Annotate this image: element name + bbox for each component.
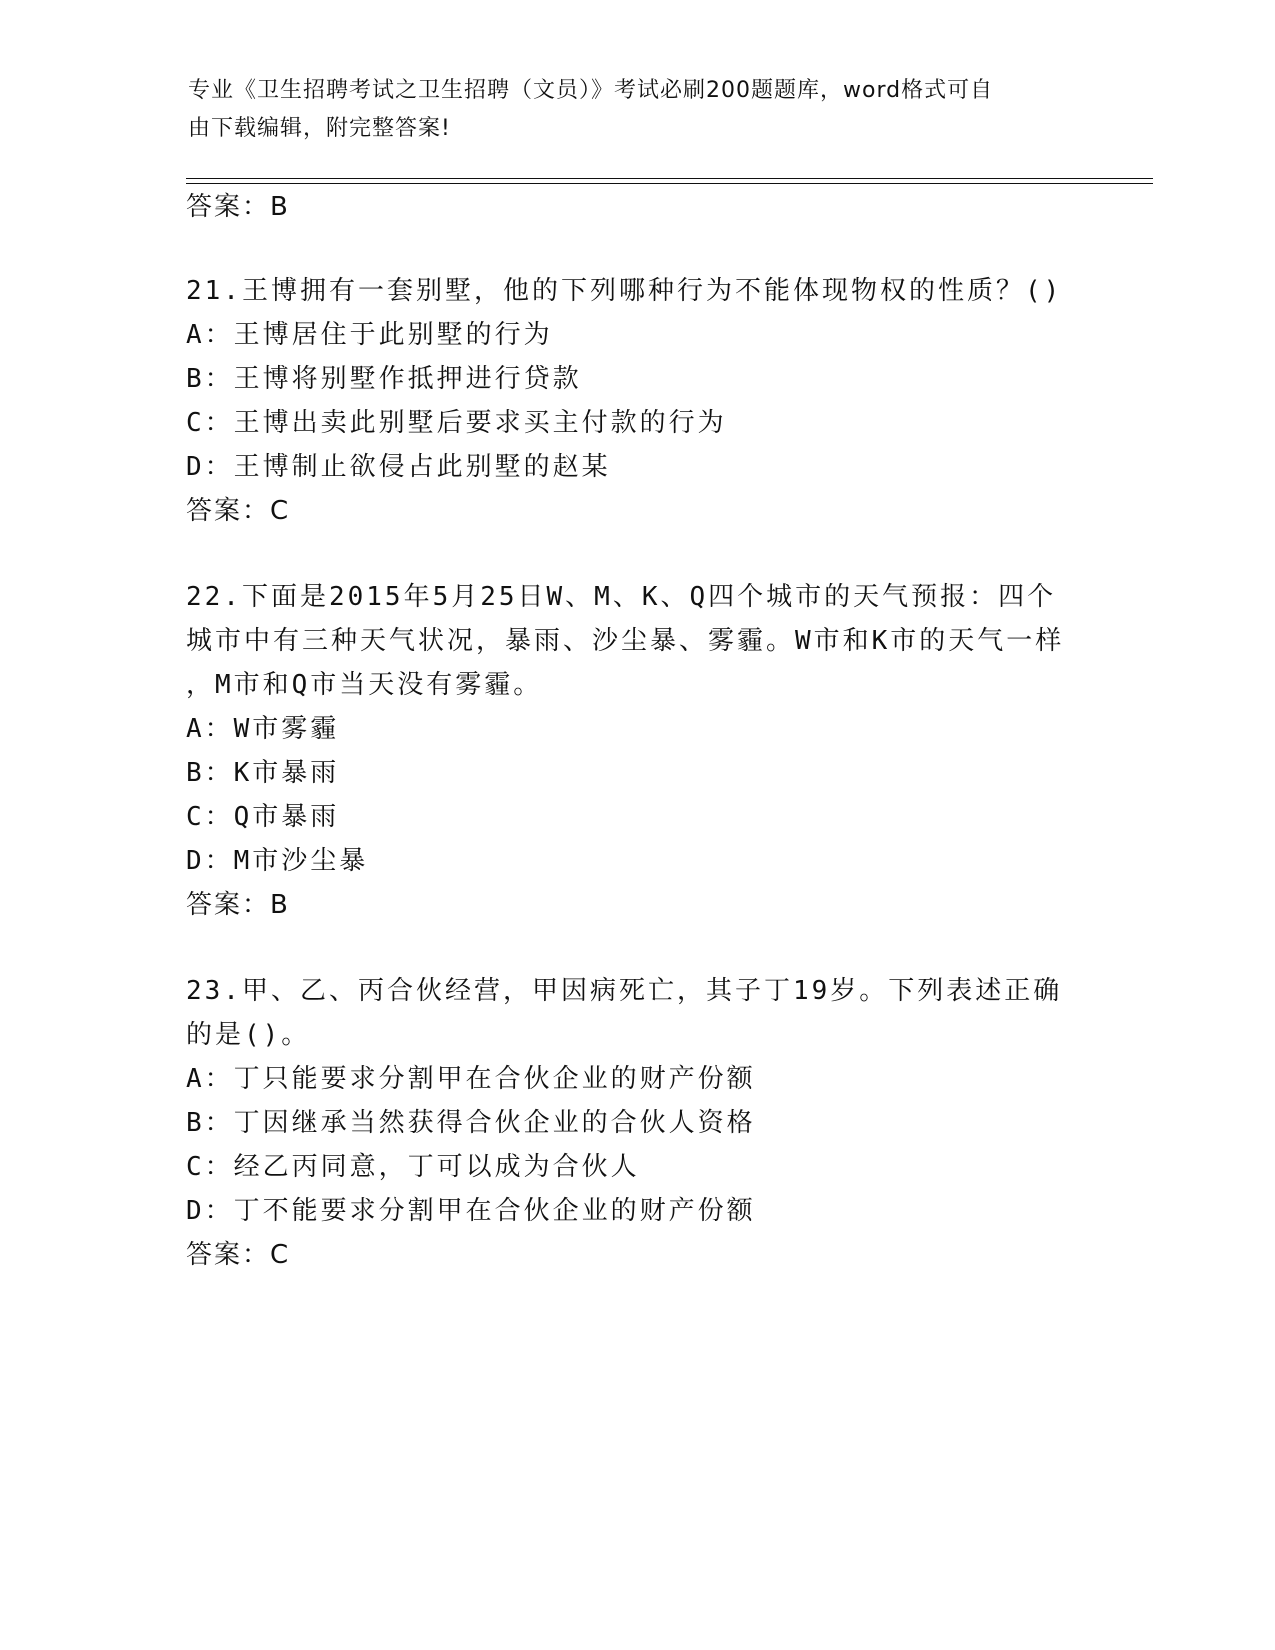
question-22-stem-line-3: ，M市和Q市当天没有雾霾。 bbox=[186, 670, 543, 700]
question-21-option-c: C：王博出卖此别墅后要求买主付款的行为 bbox=[186, 408, 727, 438]
question-23-option-c: C：经乙丙同意，丁可以成为合伙人 bbox=[186, 1152, 640, 1182]
document-header bbox=[188, 72, 1068, 148]
question-23-stem-line-1: 23.甲、乙、丙合伙经营，甲因病死亡，其子丁19岁。下列表述正确 bbox=[186, 976, 1063, 1006]
question-21-option-a: A：王博居住于此别墅的行为 bbox=[186, 320, 553, 350]
question-21-option-d: D：王博制止欲侵占此别墅的赵某 bbox=[186, 452, 611, 482]
question-22-option-d: D：M市沙尘暴 bbox=[186, 846, 369, 876]
question-23-answer: 答案：C bbox=[186, 1240, 291, 1270]
question-21-answer: 答案：C bbox=[186, 496, 291, 526]
question-22-option-a: A：W市雾霾 bbox=[186, 714, 340, 744]
question-22-option-c: C：Q市暴雨 bbox=[186, 802, 340, 832]
question-23-option-d: D：丁不能要求分割甲在合伙企业的财产份额 bbox=[186, 1196, 756, 1226]
question-23-stem-line-2: 的是()。 bbox=[186, 1020, 311, 1050]
question-22-option-b: B：K市暴雨 bbox=[186, 758, 340, 788]
question-22-stem-line-2: 城市中有三种天气状况，暴雨、沙尘暴、雾霾。W市和K市的天气一样 bbox=[186, 626, 1065, 656]
header-divider-top bbox=[186, 178, 1153, 179]
question-22-answer: 答案：B bbox=[186, 890, 290, 920]
question-21-option-b: B：王博将别墅作抵押进行贷款 bbox=[186, 364, 582, 394]
header-line-1: 专业《卫生招聘考试之卫生招聘（文员）》考试必刷200题题库，word格式可自 bbox=[188, 78, 994, 103]
header-divider-bottom bbox=[186, 183, 1153, 184]
question-23-option-b: B：丁因继承当然获得合伙企业的合伙人资格 bbox=[186, 1108, 756, 1138]
header-line-2: 由下载编辑，附完整答案! bbox=[188, 116, 451, 141]
question-23-option-a: A：丁只能要求分割甲在合伙企业的财产份额 bbox=[186, 1064, 756, 1094]
previous-answer: 答案：B bbox=[186, 192, 290, 222]
question-22-stem-line-1: 22.下面是2015年5月25日W、M、K、Q四个城市的天气预报：四个 bbox=[186, 582, 1057, 612]
question-21-stem-line-1: 21.王博拥有一套别墅，他的下列哪种行为不能体现物权的性质？() bbox=[186, 276, 1063, 306]
